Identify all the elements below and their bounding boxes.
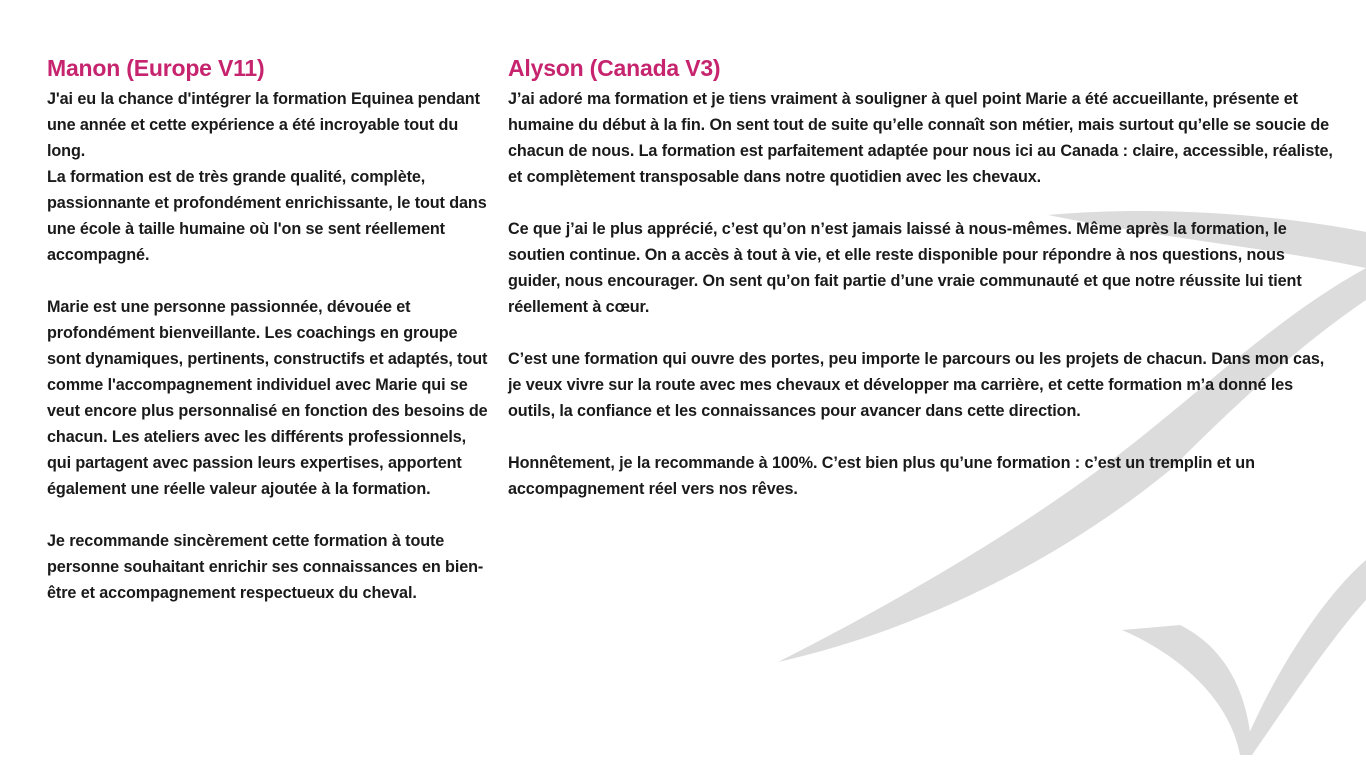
testimonial-paragraph: J'ai eu la chance d'intégrer la formation Equinea pendant une année et cette expérience a été incroyable tout du long. La formation est de très grande qualité, complète, passionnante et profondément enrichissante, le tout dans une école à taille humaine où l'on se sent réellement accompagné. <box>47 90 487 264</box>
testimonial-paragraph: J’ai adoré ma formation et je tiens vraiment à souligner à quel point Marie a été accueillante, présente et humaine du début à la fin. On sent tout de suite qu’elle connaît son métier, mais surtout qu’elle se soucie de chacun de nous. La formation est parfaitement adaptée pour nous ici au Canada : claire, accessible, réaliste, et complètement transposable dans notre quotidien avec les chevaux. <box>508 90 1333 186</box>
testimonial-paragraph: C’est une formation qui ouvre des portes, peu importe le parcours ou les projets de chacun. Dans mon cas, je veux vivre sur la route avec mes chevaux et développer ma carrière, et cette formation m’a donné les outils, la confiance et les connaissances pour avancer dans cette direction. <box>508 350 1325 420</box>
testimonial-paragraph: Marie est une personne passionnée, dévouée et profondément bienveillante. Les coachings en groupe sont dynamiques, pertinents, constructifs et adaptés, tout comme l'accompagnement individuel avec Marie qui se veut encore plus personnalisé en fonction des besoins de chacun. Les ateliers avec les différents professionnels, qui partagent avec passion leurs expertises, apportent également une réelle valeur ajoutée à la formation. <box>47 298 488 498</box>
testimonial-manon <box>47 53 492 632</box>
testimonial-paragraph: Ce que j’ai le plus apprécié, c’est qu’on n’est jamais laissé à nous-mêmes. Même après la formation, le soutien continue. On a accès à tout à vie, et elle reste disponible pour répondre à nos questions, nous guider, nous encourager. On sent qu’on fait partie d’une vraie communauté et que notre réussite lui tient réellement à cœur. <box>508 220 1302 316</box>
testimonial-alyson <box>508 53 1338 528</box>
testimonial-paragraph: Honnêtement, je la recommande à 100%. C’est bien plus qu’une formation : c’est un tremplin et un accompagnement réel vers nos rêves. <box>508 454 1255 498</box>
testimonial-author: Manon (Europe V11) <box>47 55 265 81</box>
testimonial-paragraph: Je recommande sincèrement cette formation à toute personne souhaitant enrichir ses connaissances en bien-être et accompagnement respectueux du cheval. <box>47 532 484 602</box>
testimonial-author: Alyson (Canada V3) <box>508 55 721 81</box>
